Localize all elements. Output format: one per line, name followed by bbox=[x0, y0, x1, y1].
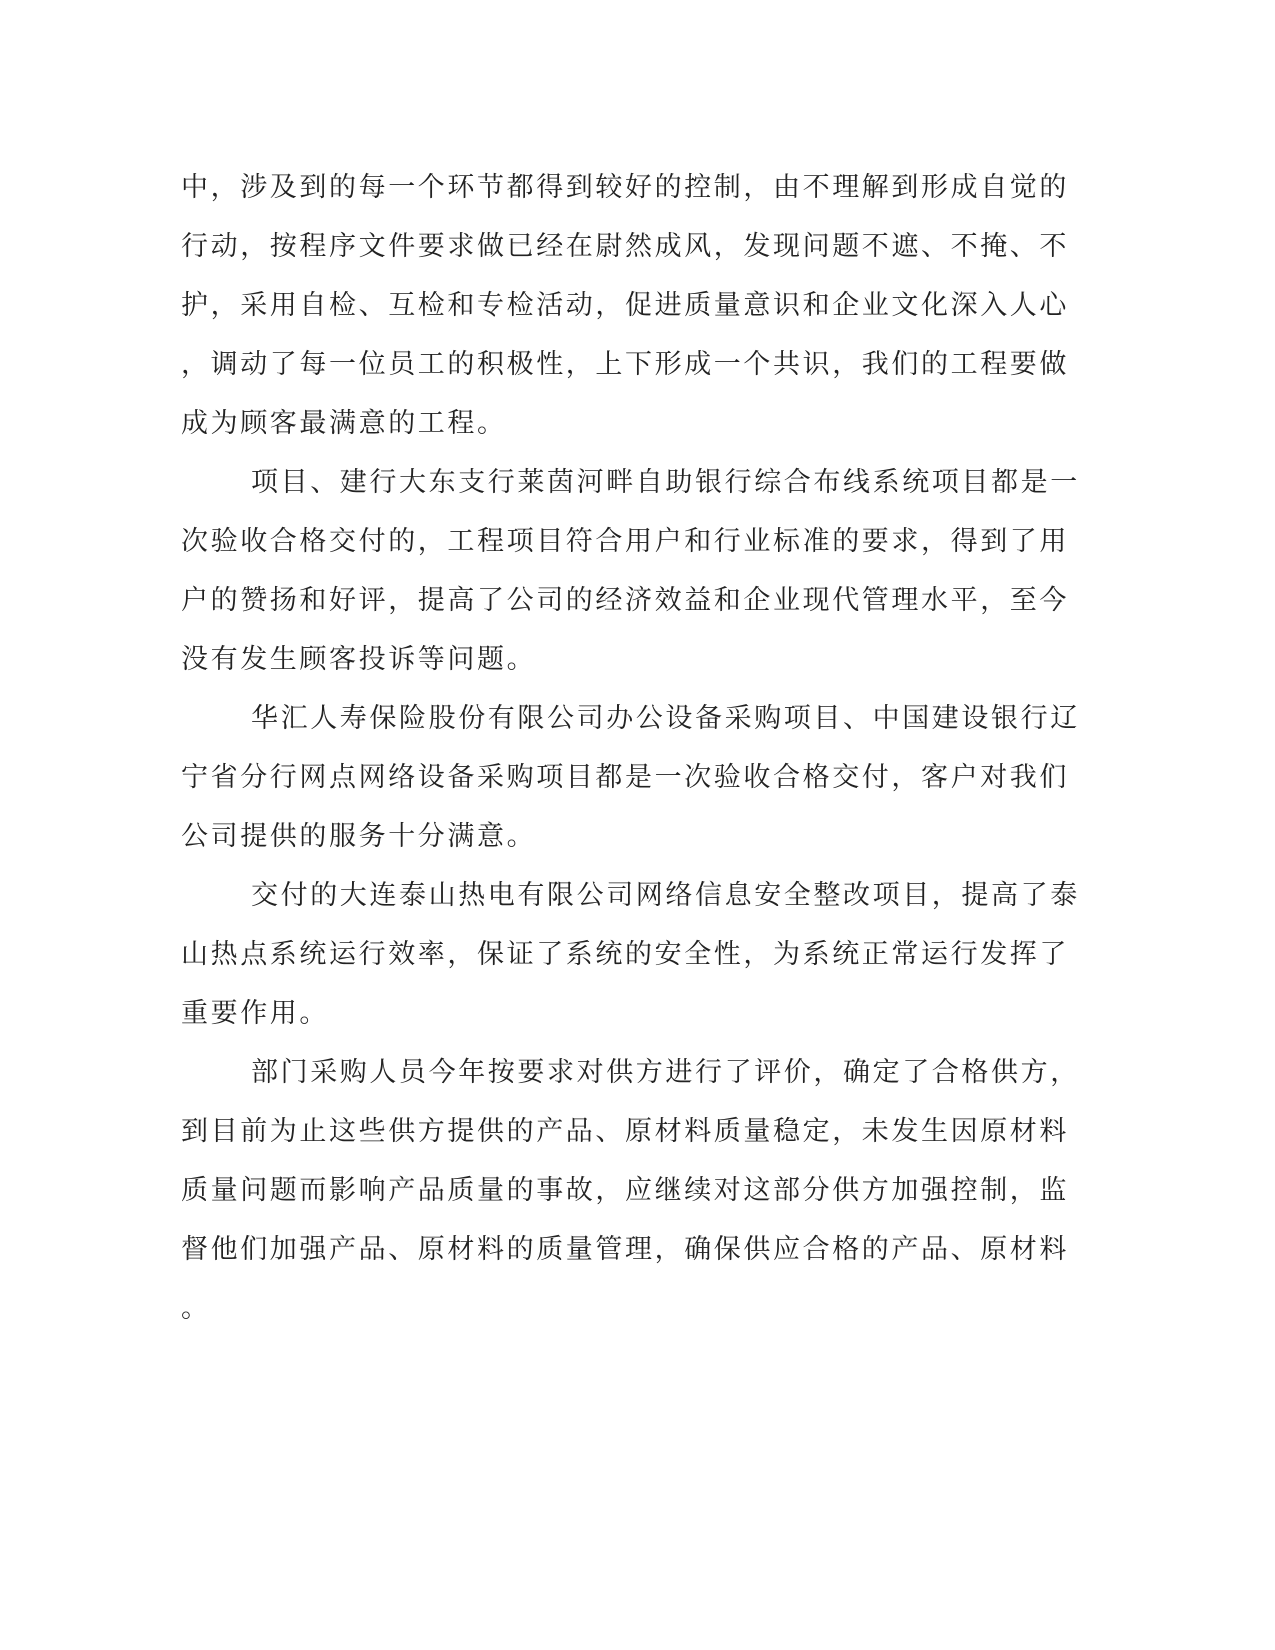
text-line: 成为顾客最满意的工程。 bbox=[181, 408, 507, 439]
text-line: 交付的大连泰山热电有限公司网络信息安全整改项目，提高了泰 bbox=[251, 880, 1080, 911]
text-line: 山热点系统运行效率，保证了系统的安全性，为系统正常运行发挥了 bbox=[181, 939, 1069, 970]
text-line: 重要作用。 bbox=[181, 998, 329, 1029]
text-line: 中，涉及到的每一个环节都得到较好的控制，由不理解到形成自觉的 bbox=[181, 172, 1069, 203]
text-line: 部门采购人员今年按要求对供方进行了评价，确定了合格供方， bbox=[251, 1057, 1080, 1088]
text-line: 。 bbox=[181, 1293, 211, 1324]
text-line: 质量问题而影响产品质量的事故，应继续对这部分供方加强控制，监 bbox=[181, 1175, 1069, 1206]
text-line: 次验收合格交付的，工程项目符合用户和行业标准的要求，得到了用 bbox=[181, 526, 1069, 557]
text-line: 户的赞扬和好评，提高了公司的经济效益和企业现代管理水平，至今 bbox=[181, 585, 1069, 616]
paragraph-1 bbox=[181, 158, 1069, 453]
paragraph-4 bbox=[181, 866, 1080, 1043]
paragraph-2 bbox=[181, 453, 1080, 689]
text-line: 行动，按程序文件要求做已经在尉然成风，发现问题不遮、不掩、不 bbox=[181, 231, 1069, 262]
paragraph-3 bbox=[181, 689, 1080, 866]
text-line: 没有发生顾客投诉等问题。 bbox=[181, 644, 537, 675]
text-line: 到目前为止这些供方提供的产品、原材料质量稳定，未发生因原材料 bbox=[181, 1116, 1069, 1147]
text-line: 华汇人寿保险股份有限公司办公设备采购项目、中国建设银行辽 bbox=[251, 703, 1080, 734]
text-line: 护，采用自检、互检和专检活动，促进质量意识和企业文化深入人心 bbox=[181, 290, 1069, 321]
paragraph-5 bbox=[181, 1043, 1080, 1338]
text-line: 公司提供的服务十分满意。 bbox=[181, 821, 537, 852]
text-line: ，调动了每一位员工的积极性，上下形成一个共识，我们的工程要做 bbox=[181, 349, 1069, 380]
text-line: 项目、建行大东支行莱茵河畔自助银行综合布线系统项目都是一 bbox=[251, 467, 1080, 498]
text-line: 督他们加强产品、原材料的质量管理，确保供应合格的产品、原材料 bbox=[181, 1234, 1069, 1265]
document-body bbox=[181, 158, 1080, 1338]
text-line: 宁省分行网点网络设备采购项目都是一次验收合格交付，客户对我们 bbox=[181, 762, 1069, 793]
